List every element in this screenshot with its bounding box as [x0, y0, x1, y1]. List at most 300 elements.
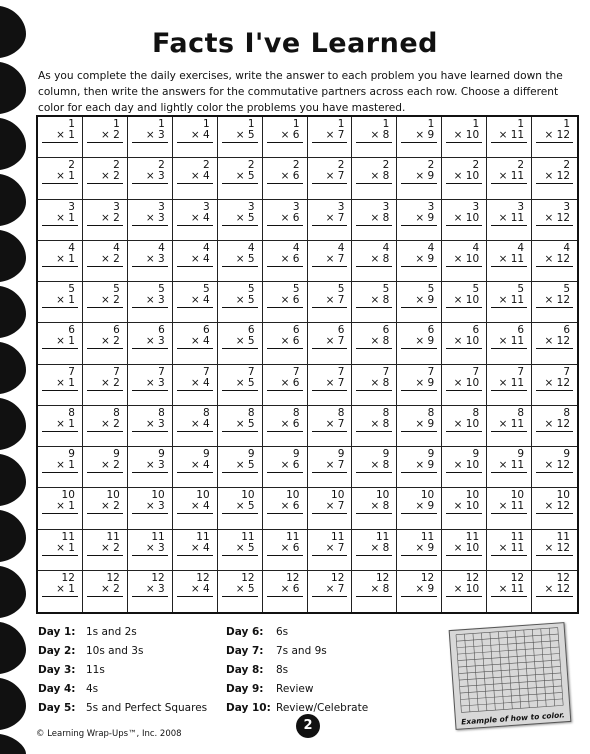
problem-cell: [173, 200, 218, 241]
day-topic: 11s: [86, 664, 105, 676]
day-topic: Review/Celebrate: [276, 702, 369, 714]
answer-line: [222, 266, 258, 267]
problem-factor: 2: [563, 159, 570, 172]
problem-cell: [442, 200, 487, 241]
problem-cell: [263, 488, 308, 529]
problem-factor: 5: [113, 283, 120, 295]
answer-line: [177, 472, 213, 473]
answer-line: [491, 142, 527, 143]
problem-factor: 12: [465, 571, 480, 584]
problem-factor: 12: [420, 571, 435, 584]
problem-cell: [397, 241, 442, 282]
problem-cell: [38, 571, 83, 612]
answer-line: [42, 596, 78, 597]
problem-factor: 6: [202, 324, 210, 337]
problem-cell: [38, 282, 83, 323]
problem-cell: [218, 530, 263, 571]
problem-cell: [263, 117, 308, 158]
answer-line: [222, 596, 258, 597]
schedule-day: [38, 702, 207, 721]
problem-multiplier: × 9: [415, 129, 435, 141]
problem-multiplier: × 12: [544, 335, 570, 348]
problem-factor: 3: [247, 200, 255, 213]
answer-line: [446, 348, 482, 349]
day-label: Day 8:: [226, 664, 264, 676]
problem-multiplier: × 12: [544, 500, 570, 513]
problem-cell: [128, 323, 173, 364]
problem-factor: 10: [196, 489, 210, 502]
problem-multiplier: × 10: [453, 294, 480, 306]
problem-cell: [83, 571, 128, 612]
problem-factor: 10: [61, 489, 75, 502]
problem-cell: [442, 406, 487, 447]
problem-multiplier: × 2: [101, 335, 120, 348]
problem-cell: [308, 241, 353, 282]
problem-factor: 3: [337, 200, 345, 213]
problem-cell: [173, 571, 218, 612]
schedule-day: [226, 664, 368, 683]
problem-factor: 11: [510, 530, 525, 543]
problem-factor: 12: [286, 571, 300, 584]
answer-line: [177, 596, 213, 597]
day-topic: 7s and 9s: [276, 645, 327, 657]
problem-multiplier: × 6: [280, 417, 300, 430]
problem-multiplier: × 3: [145, 500, 165, 513]
answer-line: [356, 183, 392, 184]
problem-multiplier: × 6: [280, 582, 300, 595]
answer-line: [132, 431, 168, 432]
answer-line: [446, 555, 482, 556]
problem-multiplier: × 7: [325, 335, 345, 348]
answer-line: [132, 513, 168, 514]
problem-multiplier: × 3: [145, 170, 165, 183]
answer-line: [536, 307, 573, 308]
answer-line: [536, 390, 573, 391]
problem-factor: 11: [106, 530, 120, 543]
problem-multiplier: × 8: [370, 582, 390, 595]
answer-line: [132, 472, 168, 473]
problem-cell: [128, 117, 173, 158]
problem-multiplier: × 12: [544, 417, 570, 430]
problem-cell: [487, 282, 532, 323]
schedule-left: [38, 626, 207, 721]
answer-line: [87, 348, 123, 349]
answer-line: [491, 472, 527, 473]
answer-line: [177, 348, 213, 349]
problem-factor: 1: [563, 118, 570, 130]
problem-factor: 10: [556, 489, 570, 502]
problem-multiplier: × 3: [145, 582, 165, 595]
problem-cell: [532, 447, 577, 488]
problem-cell: [38, 200, 83, 241]
problem-factor: 8: [427, 406, 435, 419]
answer-line: [267, 513, 303, 514]
answer-line: [356, 307, 392, 308]
problem-cell: [442, 117, 487, 158]
answer-line: [42, 307, 78, 308]
problem-factor: 7: [202, 365, 210, 378]
page-number: 2: [296, 714, 320, 738]
day-label: Day 2:: [38, 645, 76, 657]
problem-multiplier: × 7: [325, 211, 345, 224]
schedule-right: [226, 626, 368, 721]
problem-factor: 1: [382, 118, 390, 130]
answer-line: [87, 266, 123, 267]
schedule-day: [38, 626, 207, 645]
problem-multiplier: × 11: [498, 252, 525, 265]
problem-factor: 3: [472, 200, 480, 213]
problem-factor: 5: [247, 283, 255, 295]
problem-factor: 5: [382, 283, 390, 295]
problem-factor: 9: [158, 448, 165, 460]
problem-multiplier: × 9: [415, 294, 435, 306]
problem-multiplier: × 2: [101, 294, 120, 306]
problem-factor: 5: [427, 283, 435, 295]
problem-multiplier: × 1: [56, 500, 75, 513]
problem-multiplier: × 8: [370, 294, 390, 306]
schedule-day: [38, 664, 207, 683]
problem-cell: [352, 200, 397, 241]
problem-multiplier: × 8: [370, 252, 390, 265]
answer-line: [87, 555, 123, 556]
problem-factor: 2: [337, 159, 345, 172]
problem-cell: [352, 241, 397, 282]
problem-cell: [308, 282, 353, 323]
problem-factor: 12: [106, 571, 120, 584]
problem-multiplier: × 12: [544, 129, 570, 141]
answer-line: [87, 183, 123, 184]
problem-factor: 1: [113, 118, 120, 130]
answer-line: [312, 225, 348, 226]
problem-multiplier: × 3: [145, 376, 165, 389]
problem-factor: 12: [61, 571, 75, 584]
answer-line: [222, 431, 258, 432]
schedule-day: [226, 683, 368, 702]
answer-line: [267, 431, 303, 432]
problem-multiplier: × 8: [370, 376, 390, 389]
problem-cell: [218, 158, 263, 199]
problem-multiplier: × 1: [56, 294, 75, 306]
answer-line: [42, 348, 78, 349]
problem-multiplier: × 12: [544, 582, 570, 595]
problem-multiplier: × 3: [145, 129, 165, 141]
problem-multiplier: × 3: [145, 335, 165, 348]
problem-multiplier: × 3: [145, 417, 165, 430]
problem-factor: 1: [337, 118, 345, 130]
problem-factor: 4: [292, 241, 300, 254]
problem-multiplier: × 10: [453, 211, 480, 224]
problem-multiplier: × 11: [498, 211, 525, 224]
problem-cell: [83, 158, 128, 199]
problem-factor: 1: [472, 118, 480, 130]
problem-cell: [352, 406, 397, 447]
problem-multiplier: × 10: [453, 417, 480, 430]
problem-factor: 6: [382, 324, 390, 337]
answer-line: [267, 348, 303, 349]
problem-cell: [128, 571, 173, 612]
problem-cell: [308, 117, 353, 158]
problem-cell: [128, 488, 173, 529]
problem-cell: [263, 241, 308, 282]
problem-factor: 4: [158, 241, 165, 254]
answer-line: [446, 225, 482, 226]
problem-multiplier: × 5: [235, 294, 255, 306]
problem-factor: 7: [247, 365, 255, 378]
answer-line: [491, 596, 527, 597]
problem-multiplier: × 6: [280, 335, 300, 348]
problem-cell: [397, 406, 442, 447]
day-label: Day 4:: [38, 683, 76, 695]
problem-factor: 6: [563, 324, 570, 337]
problem-factor: 4: [427, 241, 435, 254]
problem-multiplier: × 5: [235, 582, 255, 595]
problem-factor: 1: [68, 118, 75, 130]
problem-factor: 7: [68, 365, 75, 378]
answer-line: [222, 513, 258, 514]
answer-line: [87, 225, 123, 226]
problem-factor: 9: [247, 448, 255, 460]
problem-multiplier: × 5: [235, 252, 255, 265]
problem-factor: 11: [286, 530, 300, 543]
problem-cell: [173, 241, 218, 282]
problem-multiplier: × 5: [235, 500, 255, 513]
problem-multiplier: × 2: [101, 541, 120, 554]
problem-factor: 11: [331, 530, 345, 543]
problem-cell: [38, 323, 83, 364]
problem-cell: [397, 158, 442, 199]
answer-line: [132, 142, 168, 143]
problem-multiplier: × 11: [498, 376, 525, 389]
answer-line: [446, 431, 482, 432]
problem-multiplier: × 3: [145, 459, 165, 471]
problem-factor: 10: [465, 489, 480, 502]
problem-multiplier: × 9: [415, 170, 435, 183]
problem-multiplier: × 8: [370, 417, 390, 430]
problem-multiplier: × 11: [498, 294, 525, 306]
problem-factor: 7: [382, 365, 390, 378]
problem-factor: 6: [247, 324, 255, 337]
problem-multiplier: × 5: [235, 170, 255, 183]
problem-cell: [38, 117, 83, 158]
problem-multiplier: × 7: [325, 500, 345, 513]
problem-factor: 12: [375, 571, 390, 584]
problem-cell: [263, 406, 308, 447]
problem-factor: 11: [241, 530, 255, 543]
problem-factor: 5: [158, 283, 165, 295]
problem-factor: 9: [382, 448, 390, 460]
answer-line: [356, 596, 392, 597]
problem-factor: 4: [472, 241, 480, 254]
problem-multiplier: × 9: [415, 335, 435, 348]
problem-cell: [83, 488, 128, 529]
problem-factor: 8: [158, 406, 165, 419]
problem-factor: 3: [68, 200, 75, 213]
problem-cell: [218, 488, 263, 529]
problem-multiplier: × 9: [415, 211, 435, 224]
problem-multiplier: × 8: [370, 541, 390, 554]
problem-cell: [352, 282, 397, 323]
problem-multiplier: × 7: [325, 294, 345, 306]
problem-multiplier: × 10: [453, 252, 480, 265]
problem-cell: [173, 488, 218, 529]
problem-factor: 9: [113, 448, 120, 460]
problem-factor: 5: [472, 283, 480, 295]
answer-line: [401, 390, 437, 391]
answer-line: [536, 472, 573, 473]
problem-cell: [532, 365, 577, 406]
problem-multiplier: × 1: [56, 211, 75, 224]
problem-cell: [532, 323, 577, 364]
problem-multiplier: × 9: [415, 417, 435, 430]
problem-cell: [218, 323, 263, 364]
problem-multiplier: × 8: [370, 170, 390, 183]
problem-factor: 8: [337, 406, 345, 419]
problem-multiplier: × 5: [235, 376, 255, 389]
problem-cell: [487, 323, 532, 364]
problem-factor: 4: [563, 241, 570, 254]
problem-factor: 10: [286, 489, 300, 502]
problem-factor: 8: [382, 406, 390, 419]
answer-line: [356, 513, 392, 514]
problem-factor: 8: [247, 406, 255, 419]
problem-multiplier: × 12: [544, 541, 570, 554]
answer-line: [132, 225, 168, 226]
answer-line: [87, 596, 123, 597]
problem-multiplier: × 5: [235, 211, 255, 224]
problem-factor: 8: [517, 406, 525, 419]
answer-line: [177, 183, 213, 184]
problem-multiplier: × 7: [325, 459, 345, 471]
problem-factor: 12: [241, 571, 255, 584]
problem-factor: 10: [420, 489, 435, 502]
problem-cell: [487, 571, 532, 612]
problem-factor: 7: [472, 365, 480, 378]
problem-multiplier: × 8: [370, 335, 390, 348]
answer-line: [356, 348, 392, 349]
problem-multiplier: × 10: [453, 170, 480, 183]
problem-multiplier: × 7: [325, 417, 345, 430]
answer-line: [132, 596, 168, 597]
problem-cell: [263, 365, 308, 406]
answer-line: [42, 513, 78, 514]
answer-line: [491, 225, 527, 226]
problem-multiplier: × 1: [56, 170, 75, 183]
answer-line: [177, 555, 213, 556]
problem-cell: [532, 200, 577, 241]
answer-line: [401, 183, 437, 184]
problem-multiplier: × 1: [56, 459, 75, 471]
problem-cell: [397, 488, 442, 529]
problem-factor: 11: [465, 530, 480, 543]
problem-multiplier: × 6: [280, 294, 300, 306]
problem-multiplier: × 3: [145, 541, 165, 554]
problem-multiplier: × 2: [101, 582, 120, 595]
problem-factor: 3: [427, 200, 435, 213]
answer-line: [222, 142, 258, 143]
problem-multiplier: × 11: [498, 170, 525, 183]
problem-factor: 11: [61, 530, 75, 543]
problem-cell: [173, 406, 218, 447]
problem-multiplier: × 7: [325, 252, 345, 265]
problem-cell: [308, 447, 353, 488]
day-label: Day 1:: [38, 626, 76, 638]
problem-factor: 9: [517, 448, 525, 460]
problem-cell: [487, 117, 532, 158]
answer-line: [42, 555, 78, 556]
day-label: Day 7:: [226, 645, 264, 657]
problem-cell: [532, 488, 577, 529]
answer-line: [222, 348, 258, 349]
problem-factor: 9: [68, 448, 75, 460]
problem-cell: [532, 158, 577, 199]
problem-cell: [442, 447, 487, 488]
problem-cell: [38, 488, 83, 529]
coloring-example: [449, 622, 572, 730]
problem-multiplier: × 6: [280, 541, 300, 554]
problem-factor: 6: [517, 324, 525, 337]
problem-cell: [442, 158, 487, 199]
problem-multiplier: × 12: [544, 252, 570, 265]
answer-line: [446, 472, 482, 473]
problem-multiplier: × 2: [101, 376, 120, 389]
answer-line: [401, 142, 437, 143]
problem-cell: [487, 530, 532, 571]
problem-factor: 9: [472, 448, 480, 460]
problem-multiplier: × 4: [190, 459, 210, 471]
problem-multiplier: × 11: [498, 459, 525, 471]
answer-line: [42, 266, 78, 267]
problem-cell: [83, 365, 128, 406]
problem-multiplier: × 3: [145, 252, 165, 265]
problem-cell: [352, 117, 397, 158]
problem-cell: [173, 447, 218, 488]
problem-multiplier: × 10: [453, 335, 480, 348]
problem-cell: [352, 447, 397, 488]
problem-cell: [532, 571, 577, 612]
problem-multiplier: × 6: [280, 211, 300, 224]
answer-line: [491, 513, 527, 514]
day-topic: 6s: [276, 626, 289, 638]
problem-multiplier: × 11: [498, 129, 525, 141]
problem-cell: [397, 365, 442, 406]
answer-line: [401, 513, 437, 514]
answer-line: [42, 183, 78, 184]
answer-line: [491, 431, 527, 432]
problem-factor: 1: [427, 118, 435, 130]
problem-multiplier: × 1: [56, 335, 75, 348]
problem-multiplier: × 9: [415, 541, 435, 554]
answer-line: [356, 142, 392, 143]
answer-line: [267, 183, 303, 184]
answer-line: [267, 142, 303, 143]
answer-line: [312, 142, 348, 143]
problem-cell: [128, 365, 173, 406]
answer-line: [42, 431, 78, 432]
problem-cell: [38, 530, 83, 571]
problem-factor: 3: [292, 200, 300, 213]
problem-factor: 6: [292, 324, 300, 337]
problem-multiplier: × 3: [145, 211, 165, 224]
problem-multiplier: × 6: [280, 252, 300, 265]
problem-multiplier: × 1: [56, 541, 75, 554]
answer-line: [536, 513, 573, 514]
day-topic: 1s and 2s: [86, 626, 137, 638]
problem-multiplier: × 4: [190, 417, 210, 430]
problem-cell: [173, 323, 218, 364]
problem-cell: [397, 447, 442, 488]
answer-line: [536, 596, 573, 597]
answer-line: [401, 348, 437, 349]
